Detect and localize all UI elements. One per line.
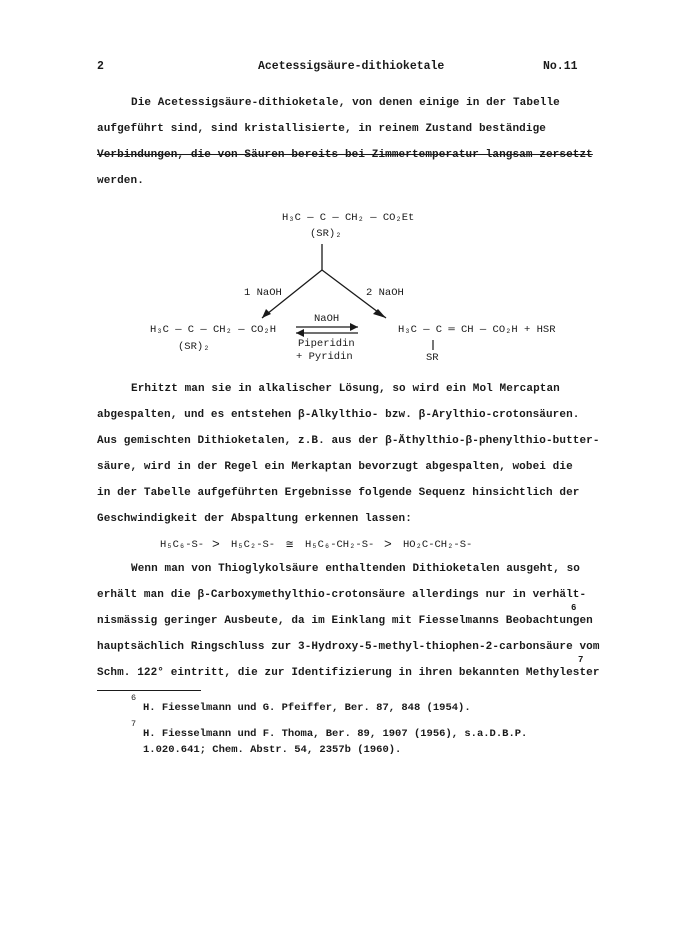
start-compound-line2: (SR)₂ (310, 228, 342, 240)
running-title: Acetessigsäure-dithioketale (258, 60, 445, 73)
p3-line-4: hauptsächlich Ringschluss zur 3-Hydroxy-5-methyl-thiophen-2-carbonsäure vom (97, 641, 600, 653)
footnote-6-text: H. Fiesselmann und G. Pfeiffer, Ber. 87, 848 (1954). (143, 702, 471, 714)
footnote-7-line1: H. Fiesselmann und F. Thoma, Ber. 89, 1907 (1956), s.a.D.B.P. (143, 728, 528, 740)
right-reagent: 2 NaOH (366, 287, 404, 299)
footnote-ref-7: 7 (578, 655, 584, 665)
p2-line-3: Aus gemischten Dithioketalen, z.B. aus der β-Äthylthio-β-phenylthio-butter- (97, 435, 600, 447)
p1-line-2: aufgeführt sind, sind kristallisierte, in reinem Zustand beständige (97, 123, 546, 135)
right-product-line1: H₃C — C ═ CH — CO₂H + HSR (398, 324, 556, 336)
p2-line-1: Erhitzt man sie in alkalischer Lösung, so wird ein Mol Mercaptan (131, 383, 560, 395)
sequence-op2: ≅ (286, 538, 294, 552)
p1-line-1: Die Acetessigsäure-dithioketale, von denen einige in der Tabelle (131, 97, 560, 109)
footnote-ref-6: 6 (571, 603, 577, 613)
sequence-d: HO₂C-CH₂-S- (403, 539, 473, 551)
footnote-rule (97, 690, 201, 691)
sequence-a: H₅C₆-S- (160, 539, 205, 551)
p2-line-6: Geschwindigkeit der Abspaltung erkennen lassen: (97, 513, 412, 525)
footnote-6-mark: 6 (131, 693, 137, 703)
sequence-b: H₅C₂-S- (231, 539, 276, 551)
footnote-7-line2: 1.020.641; Chem. Abstr. 54, 2357b (1960). (143, 744, 402, 756)
page-number: 2 (97, 60, 104, 73)
p2-line-2: abgespalten, und es entstehen β-Alkylthio- bzw. β-Arylthio-crotonsäuren. (97, 409, 580, 421)
sequence-c: H₅C₆-CH₂-S- (305, 539, 375, 551)
p3-line-1: Wenn man von Thioglykolsäure enthaltenden Dithioketalen ausgeht, so (131, 563, 580, 575)
right-product-line2: SR (426, 352, 439, 364)
middle-reagent-bottom2: + Pyridin (296, 351, 353, 363)
middle-reagent-bottom1: Piperidin (298, 338, 355, 350)
p1-line-3: Verbindungen, die von Säuren bereits bei Zimmertemperatur langsam zersetzt (97, 149, 593, 161)
middle-reagent-top: NaOH (314, 313, 340, 325)
left-product-line2: (SR)₂ (178, 341, 210, 353)
p2-line-4: säure, wird in der Regel ein Merkaptan bevorzugt abgespalten, wobei die (97, 461, 573, 473)
issue-number: No.11 (543, 60, 578, 73)
footnote-7-mark: 7 (131, 719, 137, 729)
left-product-line1: H₃C — C — CH₂ — CO₂H (150, 324, 277, 336)
start-compound-line1: H₃C — C — CH₂ — CO₂Et (282, 212, 415, 224)
p3-line-2: erhält man die β-Carboxymethylthio-crotonsäure allerdings nur in verhält- (97, 589, 587, 601)
p1-line-4: werden. (97, 175, 144, 187)
sequence-op1: > (212, 537, 220, 552)
p3-line-5: Schm. 122° eintritt, die zur Identifizierung in ihren bekannten Methylester (97, 667, 600, 679)
sequence-op3: > (384, 537, 392, 552)
p3-line-3: nismässig geringer Ausbeute, da im Einklang mit Fiesselmanns Beobachtungen (97, 615, 593, 627)
left-reagent: 1 NaOH (244, 287, 282, 299)
p2-line-5: in der Tabelle aufgeführten Ergebnisse folgende Sequenz hinsichtlich der (97, 487, 580, 499)
